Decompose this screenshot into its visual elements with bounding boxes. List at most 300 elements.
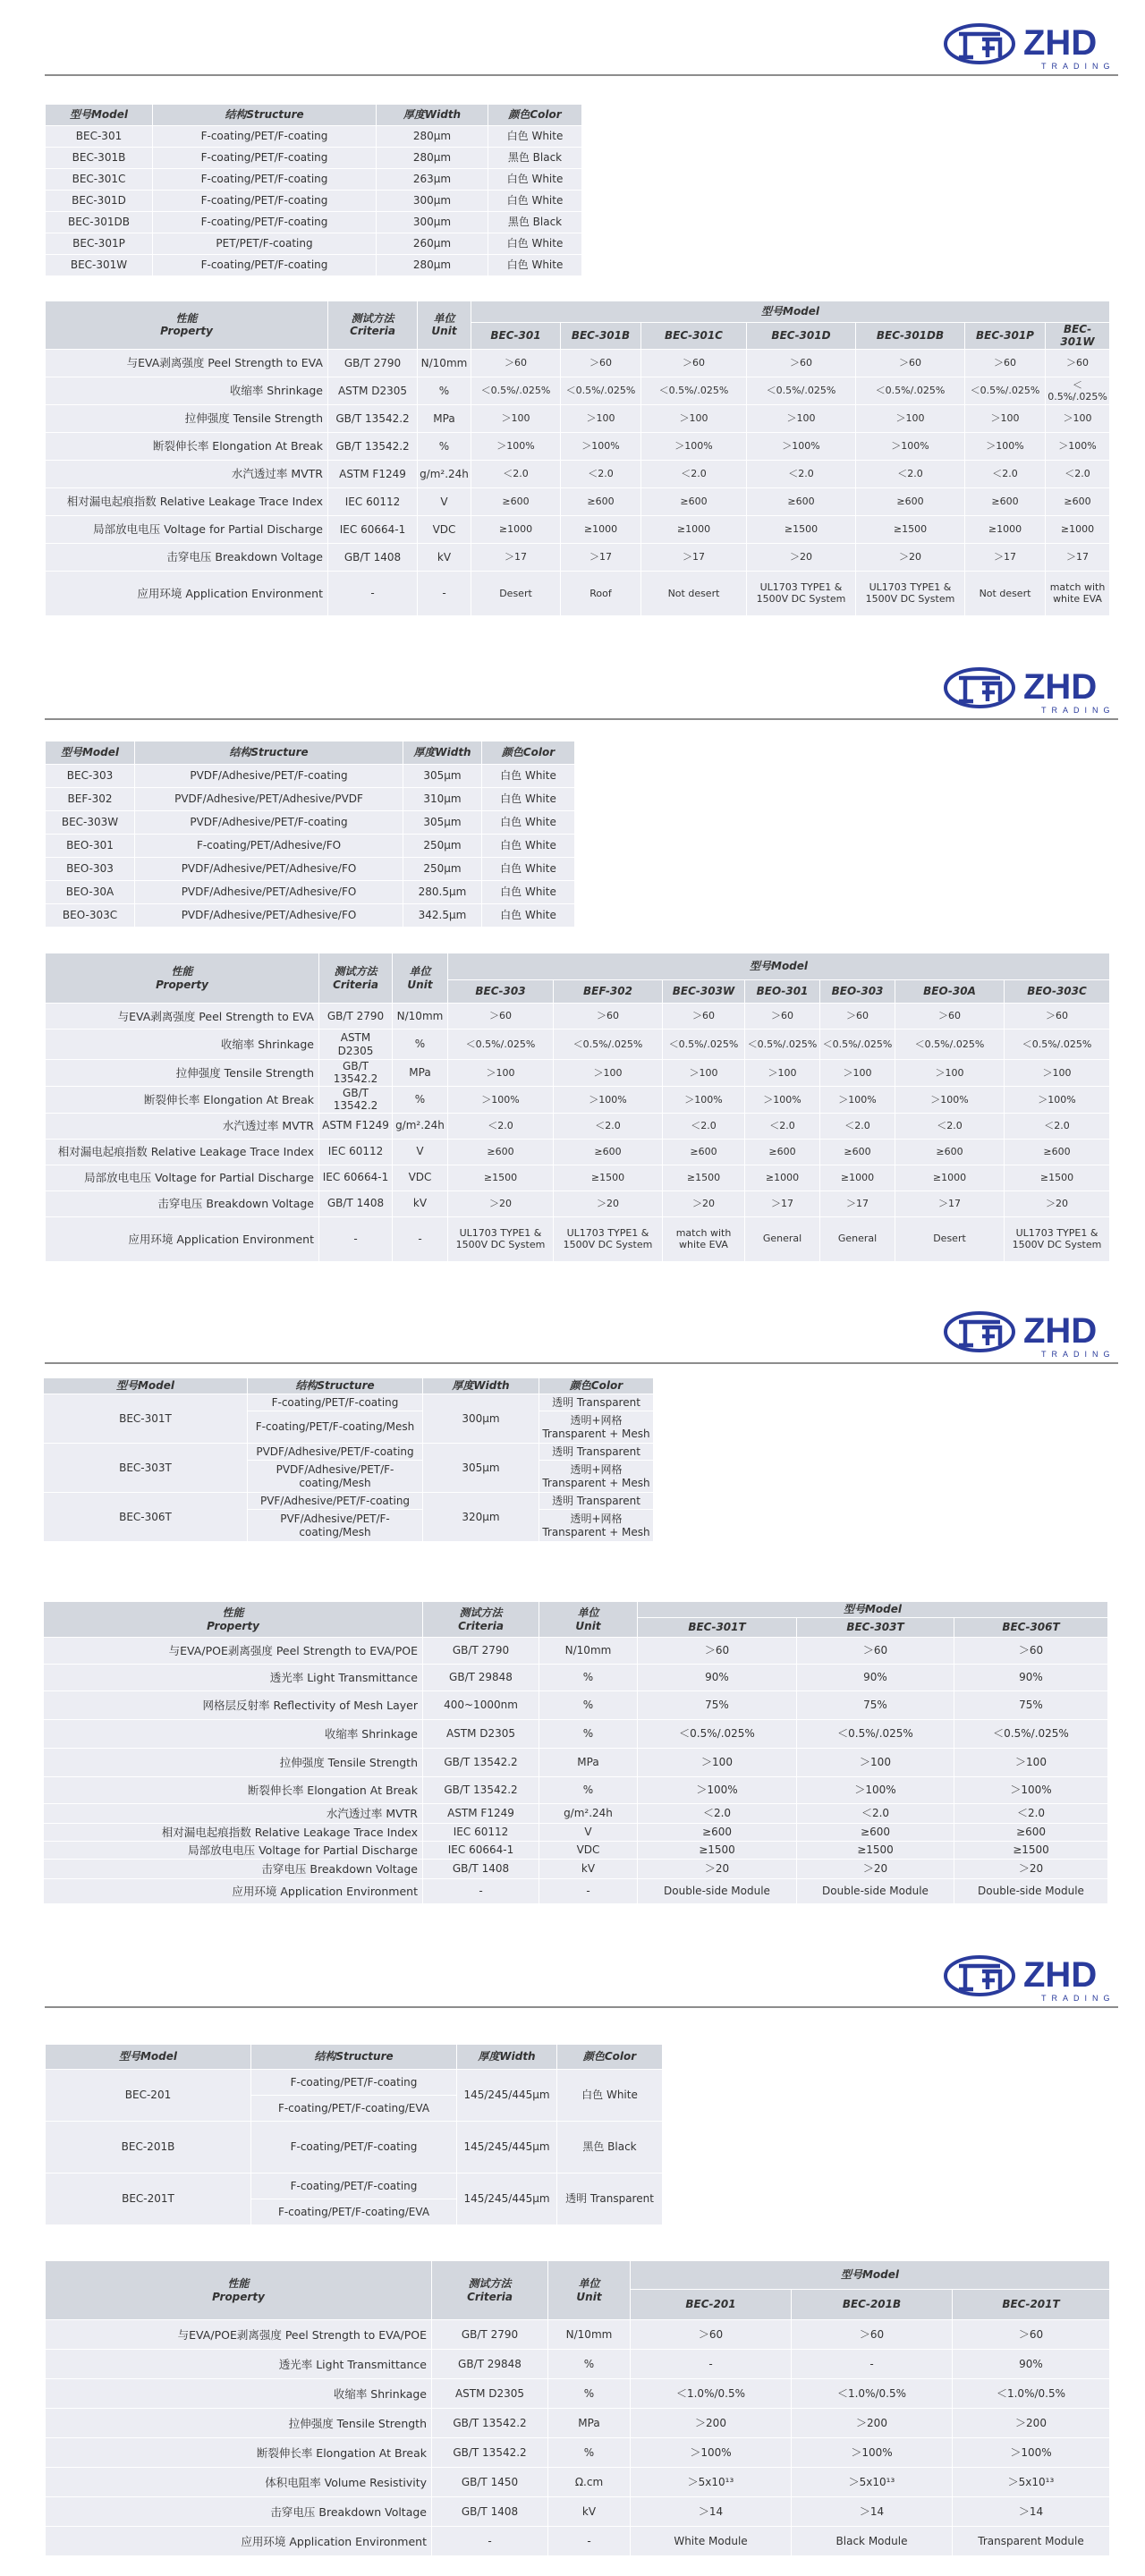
value-cell: UL1703 TYPE1 & 1500V DC System [554,1216,663,1261]
table-row [44,1691,1108,1720]
criteria-cell: GB/T 2790 [328,349,418,377]
table-row [46,788,575,811]
model-header: 型号Model [44,1378,248,1394]
value-cell: ≥600 [471,487,561,515]
color-cell: 白色 White [488,169,582,191]
width-header: 厚度Width [403,741,482,765]
model-header: 型号Model [46,105,153,126]
page-1 [0,0,1145,644]
value-cell: UL1703 TYPE1 & 1500V DC System [856,571,965,615]
value-cell: ＞100% [638,1777,797,1804]
color-cell: 白色 White [488,255,582,276]
structure-cell: PVDF/Adhesive/PET/Adhesive/FO [135,904,403,928]
structure-cell: PVDF/Adhesive/PET/Adhesive/FO [135,881,403,904]
value-cell: UL1703 TYPE1 & 1500V DC System [747,571,856,615]
value-cell: ＞60 [792,2320,953,2350]
width-cell: 260μm [377,233,488,255]
table-row [46,881,575,904]
spec-body [46,126,582,276]
criteria-header: 测试方法 Criteria [423,1602,539,1638]
value-cell: ＞17 [561,543,641,571]
width-cell: 145/245/445μm [457,2070,557,2122]
criteria-cell: - [423,1879,539,1904]
criteria-cell: ASTM F1249 [319,1113,393,1139]
value-cell: 90% [797,1665,954,1691]
value-cell: - [792,2350,953,2379]
model-column-header: BEF-302 [554,980,663,1004]
property-table-3 [43,1601,1108,1904]
unit-cell: % [539,1691,638,1720]
model-column-header: BEC-201T [953,2290,1110,2320]
value-cell: ≥600 [561,487,641,515]
color-cell: 白色 White [482,788,575,811]
table-row [46,515,1110,543]
property-header: 性能 Property [44,1602,423,1638]
value-cell: 75% [954,1691,1108,1720]
property-cell: 应用环境 Application Environment [46,571,328,615]
unit-cell: % [539,1665,638,1691]
criteria-cell: GB/T 1408 [432,2497,548,2527]
value-cell: ＞60 [965,349,1046,377]
value-cell: White Module [631,2527,792,2556]
color-cell: 白色 White [482,811,575,835]
value-cell: ＞17 [820,1191,895,1216]
property-cell: 收缩率 Shrinkage [46,1030,319,1060]
property-cell: 与EVA剥离强度 Peel Strength to EVA [46,349,328,377]
value-cell: ＜0.5%/.025% [663,1030,745,1060]
width-header: 厚度Width [457,2045,557,2070]
value-cell: Roof [561,571,641,615]
value-cell: ＞5x10¹³ [953,2468,1110,2497]
spec-body [46,765,575,928]
model-column-header: BEO-30A [895,980,1005,1004]
value-cell: ＞60 [820,1004,895,1030]
value-cell: match with white EVA [1046,571,1110,615]
criteria-cell: GB/T 2790 [432,2320,548,2350]
unit-cell: N/10mm [393,1004,448,1030]
model-column-header: BEC-301T [638,1618,797,1638]
value-cell: ＞20 [638,1860,797,1879]
value-cell: ≥600 [820,1139,895,1165]
header-divider [45,74,1118,76]
value-cell: 75% [638,1691,797,1720]
structure-cell: F-coating/PET/Adhesive/FO [135,835,403,858]
table-row [46,858,575,881]
brand-name: ZHD [1023,1311,1098,1351]
property-body [46,1004,1110,1262]
structure-cell: PVF/Adhesive/PET/F-coating [248,1493,423,1510]
structure-cell: F-coating/PET/F-coating/EVA [251,2096,457,2122]
unit-header: 单位 Unit [393,953,448,1004]
table-row [46,811,575,835]
value-cell: ＜2.0 [820,1113,895,1139]
value-cell: ＞20 [747,543,856,571]
value-cell: ＜0.5%/.025% [745,1030,820,1060]
zhd-logo-icon [943,665,1118,717]
criteria-cell: GB/T 29848 [432,2350,548,2379]
width-header: 厚度Width [377,105,488,126]
value-cell: ＜0.5%/.025% [747,377,856,404]
unit-cell: g/m².24h [418,460,471,487]
value-cell: ＞100% [895,1086,1005,1113]
model-column-header: BEC-301B [561,323,641,350]
color-cell: 透明 Transparent [539,1493,654,1510]
value-cell: match with white EVA [663,1216,745,1261]
property-header: 性能 Property [46,953,319,1004]
table-row [46,1139,1110,1165]
structure-cell: F-coating/PET/F-coating [248,1394,423,1411]
width-cell: 280μm [377,148,488,169]
zhd-logo-icon [943,21,1118,73]
value-cell: ＞20 [856,543,965,571]
unit-cell: kV [418,543,471,571]
value-cell: ＞100% [554,1086,663,1113]
value-cell: ＜2.0 [856,460,965,487]
criteria-cell: GB/T 13542.2 [319,1086,393,1113]
unit-cell: % [539,1720,638,1749]
brand-logo [943,1309,1118,1361]
table-row [46,2409,1110,2438]
unit-cell: % [418,432,471,460]
criteria-cell: GB/T 13542.2 [423,1749,539,1777]
model-cell: BEC-301T [44,1394,248,1444]
unit-cell: N/10mm [418,349,471,377]
property-cell: 相对漏电起痕指数 Relative Leakage Trace Index [44,1824,423,1842]
property-cell: 局部放电电压 Voltage for Partial Discharge [44,1842,423,1860]
model-column-header: BEC-303T [797,1618,954,1638]
value-cell: ＞5x10¹³ [792,2468,953,2497]
property-cell: 相对漏电起痕指数 Relative Leakage Trace Index [46,1139,319,1165]
value-cell: ＜2.0 [895,1113,1005,1139]
property-cell: 应用环境 Application Environment [44,1879,423,1904]
width-cell: 342.5μm [403,904,482,928]
value-cell: ＜2.0 [1005,1113,1110,1139]
page-2 [0,644,1145,1288]
value-cell: ＜0.5%/.025% [856,377,965,404]
table-row [44,1638,1108,1665]
unit-cell: MPa [418,404,471,432]
header-divider [45,1362,1118,1364]
model-column-header: BEC-301C [641,323,747,350]
value-cell: ＞100 [448,1060,554,1087]
criteria-header: 测试方法 Criteria [432,2261,548,2320]
unit-cell: % [393,1086,448,1113]
value-cell: ≥600 [663,1139,745,1165]
value-cell: ＞60 [448,1004,554,1030]
table-row [44,1394,654,1411]
value-cell: ＞17 [895,1191,1005,1216]
zhd-logo-icon [943,1309,1118,1361]
value-cell: Double-side Module [638,1879,797,1904]
value-cell: Double-side Module [797,1879,954,1904]
property-header: 性能 Property [46,301,328,350]
value-cell: ＞60 [554,1004,663,1030]
model-cell: BEC-303 [46,765,135,788]
value-cell: ＞100 [954,1749,1108,1777]
property-cell: 击穿电压 Breakdown Voltage [44,1860,423,1879]
value-cell: 90% [953,2350,1110,2379]
model-cell: BEC-201 [46,2070,251,2122]
value-cell: ＞20 [448,1191,554,1216]
models-header: 型号Model [638,1602,1108,1618]
spec-body [44,1394,654,1542]
width-cell: 300μm [423,1394,539,1444]
model-column-header: BEC-301D [747,323,856,350]
structure-cell: F-coating/PET/F-coating [251,2070,457,2096]
table-row [46,349,1110,377]
value-cell: ＞20 [663,1191,745,1216]
value-cell: ＜2.0 [448,1113,554,1139]
value-cell: ＜0.5%/.025% [820,1030,895,1060]
value-cell: ＞14 [631,2497,792,2527]
criteria-cell: - [319,1216,393,1261]
width-cell: 145/245/445μm [457,2174,557,2225]
unit-cell: V [393,1139,448,1165]
unit-cell: Ω.cm [548,2468,631,2497]
value-cell: ≥600 [745,1139,820,1165]
property-table-1 [45,301,1110,616]
brand-logo [943,21,1118,73]
unit-cell: N/10mm [539,1638,638,1665]
property-cell: 收缩率 Shrinkage [46,2379,432,2409]
value-cell: ＞60 [954,1638,1108,1665]
table-row [44,1720,1108,1749]
color-cell: 白色 White [482,904,575,928]
structure-header: 结构Structure [135,741,403,765]
model-cell: BEC-303T [44,1444,248,1493]
property-cell: 与EVA剥离强度 Peel Strength to EVA [46,1004,319,1030]
value-cell: ＜0.5%/.025% [641,377,747,404]
structure-cell: PVDF/Adhesive/PET/Adhesive/PVDF [135,788,403,811]
table-row [46,543,1110,571]
property-header: 性能 Property [46,2261,432,2320]
table-row [44,1493,654,1510]
property-cell: 断裂伸长率 Elongation At Break [46,2438,432,2468]
property-cell: 水汽透过率 MVTR [46,1113,319,1139]
value-cell: ＞60 [895,1004,1005,1030]
value-cell: ＞100 [856,404,965,432]
color-cell: 透明+网格 Transparent + Mesh [539,1510,654,1542]
brand-sub: TRADING [1041,62,1115,71]
structure-cell: F-coating/PET/F-coating [153,169,377,191]
model-header: 型号Model [46,2045,251,2070]
value-cell: ＞17 [641,543,747,571]
color-header: 颜色Color [488,105,582,126]
table-row [44,1749,1108,1777]
width-cell: 300μm [377,191,488,212]
header-divider [45,718,1118,720]
value-cell: ＞100 [797,1749,954,1777]
unit-cell: - [418,571,471,615]
property-cell: 拉伸强度 Tensile Strength [46,404,328,432]
structure-header: 结构Structure [251,2045,457,2070]
unit-cell: kV [393,1191,448,1216]
table-row [46,2070,663,2096]
value-cell: ＞60 [663,1004,745,1030]
value-cell: ≥1500 [797,1842,954,1860]
value-cell: Double-side Module [954,1879,1108,1904]
model-column-header: BEC-303W [663,980,745,1004]
table-row [46,571,1110,615]
value-cell: ＞60 [638,1638,797,1665]
value-cell: ≥600 [954,1824,1108,1842]
models-header: 型号Model [631,2261,1110,2290]
table-row [46,191,582,212]
model-cell: BEC-201T [46,2174,251,2225]
value-cell: ＞100% [797,1777,954,1804]
table-row [46,255,582,276]
table-row [46,460,1110,487]
value-cell: Desert [895,1216,1005,1261]
model-cell: BEC-301 [46,126,153,148]
page-3 [0,1288,1145,1932]
value-cell: ＞100 [554,1060,663,1087]
model-header: 型号Model [46,741,135,765]
value-cell: ≥1500 [663,1165,745,1191]
width-cell: 250μm [403,858,482,881]
value-cell: ＜0.5%/.025% [554,1030,663,1060]
brand-sub: TRADING [1041,706,1115,715]
property-cell: 击穿电压 Breakdown Voltage [46,543,328,571]
value-cell: ＞60 [953,2320,1110,2350]
value-cell: ＞100% [820,1086,895,1113]
table-row [44,1444,654,1461]
value-cell: ≥1500 [747,515,856,543]
property-cell: 透光率 Light Transmittance [44,1665,423,1691]
model-column-header: BEC-301DB [856,323,965,350]
value-cell: ＞100 [471,404,561,432]
model-cell: BEC-303W [46,811,135,835]
value-cell: ＞100% [954,1777,1108,1804]
models-header: 型号Model [448,953,1110,980]
value-cell: ＞100 [638,1749,797,1777]
value-cell: ＜2.0 [638,1804,797,1824]
criteria-cell: IEC 60664-1 [423,1842,539,1860]
color-cell: 黑色 Black [557,2122,663,2174]
spec-table-1 [45,104,582,276]
unit-cell: % [548,2438,631,2468]
value-cell: ＞17 [745,1191,820,1216]
model-cell: BEO-30A [46,881,135,904]
structure-header: 结构Structure [248,1378,423,1394]
table-row [46,765,575,788]
value-cell: ≥600 [1046,487,1110,515]
color-cell: 白色 White [488,233,582,255]
criteria-cell: GB/T 2790 [423,1638,539,1665]
value-cell: ＞100 [895,1060,1005,1087]
color-cell: 白色 White [482,835,575,858]
model-cell: BEO-303 [46,858,135,881]
value-cell: ＞17 [965,543,1046,571]
table-row [46,1086,1110,1113]
value-cell: ≥1000 [1046,515,1110,543]
value-cell: ＞5x10¹³ [631,2468,792,2497]
unit-cell: % [393,1030,448,1060]
property-cell: 水汽透过率 MVTR [44,1804,423,1824]
criteria-cell: GB/T 1408 [423,1860,539,1879]
value-cell: ＞100% [1005,1086,1110,1113]
structure-cell: F-coating/PET/F-coating [251,2122,457,2174]
table-row [46,1030,1110,1060]
table-row [46,487,1110,515]
property-body [46,2320,1110,2556]
value-cell: UL1703 TYPE1 & 1500V DC System [448,1216,554,1261]
structure-cell: PET/PET/F-coating [153,233,377,255]
value-cell: 75% [797,1691,954,1720]
value-cell: ＜1.0%/0.5% [631,2379,792,2409]
criteria-cell: GB/T 29848 [423,1665,539,1691]
model-cell: BEC-306T [44,1493,248,1542]
criteria-cell: 400~1000nm [423,1691,539,1720]
criteria-cell: IEC 60664-1 [328,515,418,543]
unit-cell: V [418,487,471,515]
value-cell: ≥600 [554,1139,663,1165]
structure-cell: F-coating/PET/F-coating [251,2174,457,2199]
value-cell: ＞100 [747,404,856,432]
value-cell: ＞20 [797,1860,954,1879]
table-row [46,2497,1110,2527]
unit-cell: % [548,2379,631,2409]
structure-header: 结构Structure [153,105,377,126]
criteria-cell: GB/T 13542.2 [432,2409,548,2438]
value-cell: ＞60 [471,349,561,377]
table-row [44,1824,1108,1842]
value-cell: Black Module [792,2527,953,2556]
width-cell: 320μm [423,1493,539,1542]
unit-cell: VDC [418,515,471,543]
property-cell: 体积电阻率 Volume Resistivity [46,2468,432,2497]
model-cell: BEC-201B [46,2122,251,2174]
color-header: 颜色Color [539,1378,654,1394]
models-header: 型号Model [471,301,1110,323]
value-cell: ≥1000 [745,1165,820,1191]
value-cell: ＜2.0 [471,460,561,487]
criteria-cell: GB/T 1408 [328,543,418,571]
value-cell: ＜2.0 [1046,460,1110,487]
value-cell: ＞100% [471,432,561,460]
unit-cell: MPa [539,1749,638,1777]
spec-body [46,2070,663,2225]
criteria-cell: GB/T 13542.2 [319,1060,393,1087]
property-table-2 [45,953,1110,1262]
value-cell: ＞17 [471,543,561,571]
value-cell: ＞60 [745,1004,820,1030]
color-cell: 白色 White [557,2070,663,2122]
width-cell: 280μm [377,255,488,276]
model-cell: BEF-302 [46,788,135,811]
unit-cell: MPa [548,2409,631,2438]
value-cell: ＞100 [745,1060,820,1087]
property-cell: 网格层反射率 Reflectivity of Mesh Layer [44,1691,423,1720]
criteria-cell: GB/T 2790 [319,1004,393,1030]
unit-cell: - [539,1879,638,1904]
table-row [44,1860,1108,1879]
color-cell: 透明+网格 Transparent + Mesh [539,1461,654,1493]
value-cell: ＞100 [1005,1060,1110,1087]
property-cell: 局部放电电压 Voltage for Partial Discharge [46,1165,319,1191]
property-cell: 击穿电压 Breakdown Voltage [46,1191,319,1216]
value-cell: ≥1500 [856,515,965,543]
criteria-cell: GB/T 13542.2 [423,1777,539,1804]
table-row [46,1191,1110,1216]
value-cell: ≥600 [1005,1139,1110,1165]
model-cell: BEC-301C [46,169,153,191]
brand-name: ZHD [1023,667,1098,707]
value-cell: ＜2.0 [641,460,747,487]
model-column-header: BEO-303 [820,980,895,1004]
value-cell: ＞60 [797,1638,954,1665]
value-cell: ≥600 [641,487,747,515]
